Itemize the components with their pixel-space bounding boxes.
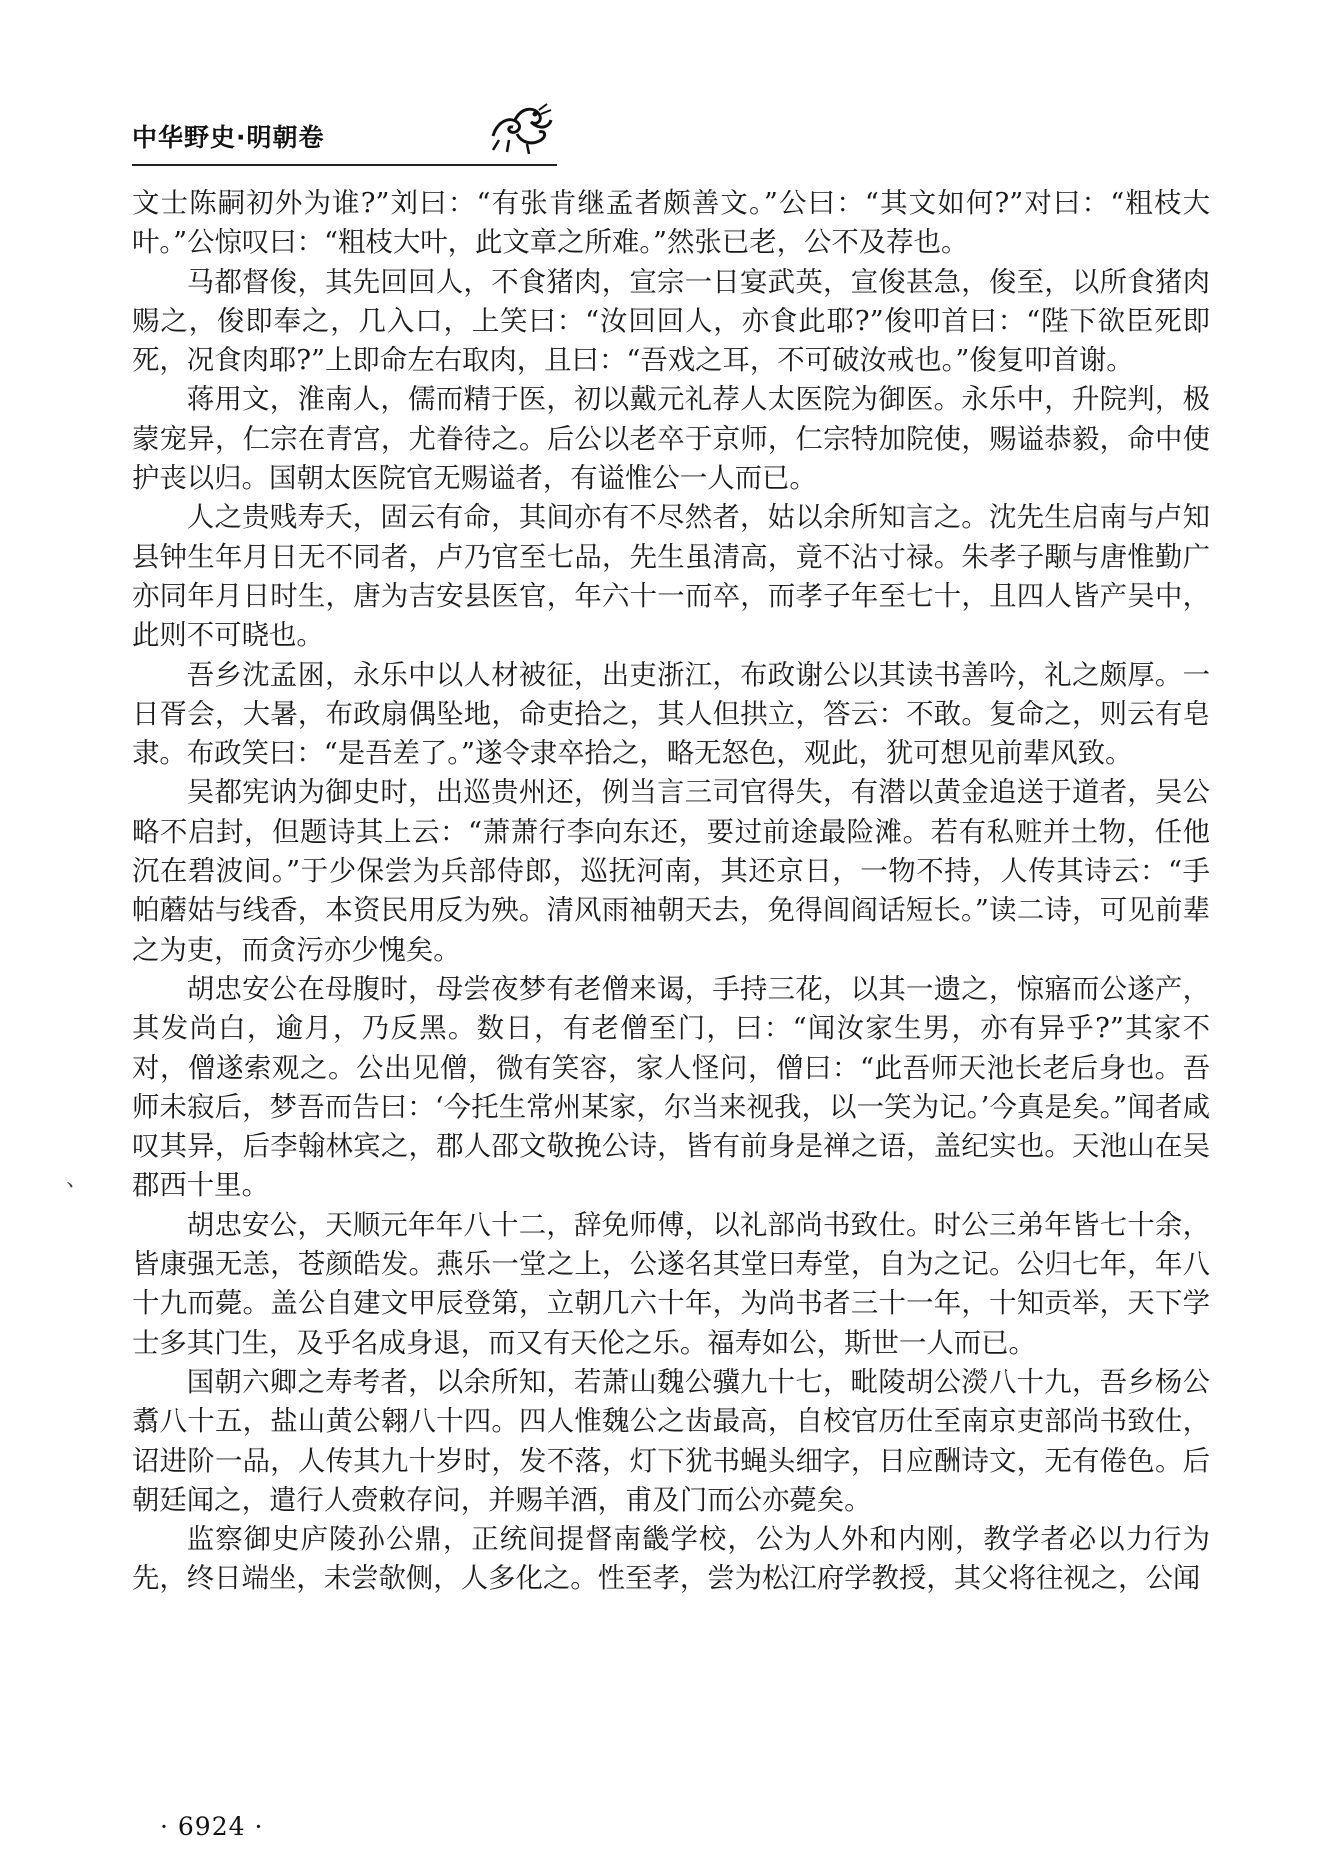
stray-mark: 、 bbox=[66, 1167, 89, 1192]
paragraph-continued: 文士陈嗣初外为谁?”刘曰：“有张肯继孟者颇善文。”公曰：“其文如何?”对曰：“粗枝大叶。”公惊叹曰：“粗枝大叶，此文章之所难。”然张已老，公不及荐也。 bbox=[132, 188, 1210, 259]
paragraph: 胡忠安公，天顺元年年八十二，辞免师傅，以礼部尚书致仕。时公三弟年皆七十余，皆康强无恙，苍颜皓发。燕乐一堂之上，公遂名其堂曰寿堂，自为之记。公归七年，年八十九而薨。盖公自建文甲辰登第，立朝几六十年，为尚书者三十一年，十知贡举，天下学士多其门生，及乎名成身退，而又有天伦之乐。福寿如公，斯世一人而已。 bbox=[132, 1209, 1210, 1359]
paragraph: 人之贵贱寿夭，固云有命，其间亦有不尽然者，姑以余所知言之。沈先生启南与卢知县钟生年月日无不同者，卢乃官至七品，先生虽清高，竟不沾寸禄。朱孝子颙与唐惟勤广亦同年月日时生，唐为吉安县医官，年六十一而卒，而孝子年至七十，且四人皆产吴中，此则不可晓也。 bbox=[132, 502, 1210, 652]
body-text bbox=[132, 184, 1210, 1599]
paragraph: 胡忠安公在母腹时，母尝夜梦有老僧来谒，手持三花，以其一遗之，惊寤而公遂产，其发尚白，逾月，乃反黑。数日，有老僧至门，曰：“闻汝家生男，亦有异乎?”其家不对，僧遂索观之。公出见僧，微有笑容，家人怪问，僧曰：“此吾师天池长老后身也。吾师未寂后，梦吾而告曰：‘今托生常州某家，尔当来视我，以一笑为记。’今真是矣。”闻者咸叹其异，后李翰林宾之，郡人邵文敬挽公诗，皆有前身是禅之语，盖纪实也。天池山在吴郡西十里。 bbox=[132, 973, 1210, 1202]
paragraph: 国朝六卿之寿考者，以余所知，若萧山魏公骥九十七，毗陵胡公濙八十九，吾乡杨公翥八十五，盐山黄公翱八十四。四人惟魏公之齿最高，自校官历仕至南京吏部尚书致仕，诏进阶一品，人传其九十岁时，发不落，灯下犹书蝇头细字，日应酬诗文，无有倦色。后朝廷闻之，遣行人赍敕存问，并赐羊酒，甫及门而公亦薨矣。 bbox=[132, 1366, 1210, 1516]
paragraph: 吾乡沈孟囦，永乐中以人材被征，出吏浙江，布政谢公以其读书善吟，礼之颇厚。一日胥会，大暑，布政扇偶坠地，命吏拾之，其人但拱立，答云：不敢。复命之，则云有皂隶。布政笑曰：“是吾差了。”遂令隶卒拾之，略无怒色，观此，犹可想见前辈风致。 bbox=[132, 659, 1210, 770]
page-header bbox=[132, 110, 1232, 170]
dragon-icon bbox=[487, 100, 557, 156]
paragraph: 吴都宪讷为御史时，出巡贵州还，例当言三司官得失，有潜以黄金追送于道者，吴公略不启封，但题诗其上云：“萧萧行李向东还，要过前途最险滩。若有私赃并土物，任他沉在碧波间。”于少保尝为兵部侍郎，巡抚河南，其还京日，一物不持，人传其诗云：“手帕蘑姑与线香，本资民用反为殃。清风雨袖朝天去，免得闾阎话短长。”读二诗，可见前辈之为吏，而贪污亦少愧矣。 bbox=[132, 777, 1210, 966]
book-title: 中华野史·明朝卷 bbox=[132, 123, 325, 152]
header-rule bbox=[132, 164, 557, 166]
page-number: · 6924 · bbox=[160, 1812, 264, 1841]
paragraph: 蒋用文，淮南人，儒而精于医，初以戴元礼荐人太医院为御医。永乐中，升院判，极蒙宠异，仁宗在青宫，尤眷待之。后公以老卒于京师，仁宗特加院使，赐谥恭毅，命中使护丧以归。国朝太医院官无赐谥者，有谥惟公一人而已。 bbox=[132, 384, 1210, 495]
paragraph: 马都督俊，其先回回人，不食猪肉，宣宗一日宴武英，宣俊甚急，俊至，以所食猪肉赐之，俊即奉之，几入口，上笑曰：“汝回回人，亦食此耶?”俊叩首曰：“陛下欲臣死即死，况食肉耶?”上即命左右取肉，且曰：“吾戏之耳，不可破汝戒也。”俊复叩首谢。 bbox=[132, 266, 1210, 377]
paragraph: 监察御史庐陵孙公鼎，正统间提督南畿学校，公为人外和内刚，教学者必以力行为先，终日端坐，未尝欹侧，人多化之。性至孝，尝为松江府学教授，其父将往视之，公闻 bbox=[132, 1524, 1210, 1595]
